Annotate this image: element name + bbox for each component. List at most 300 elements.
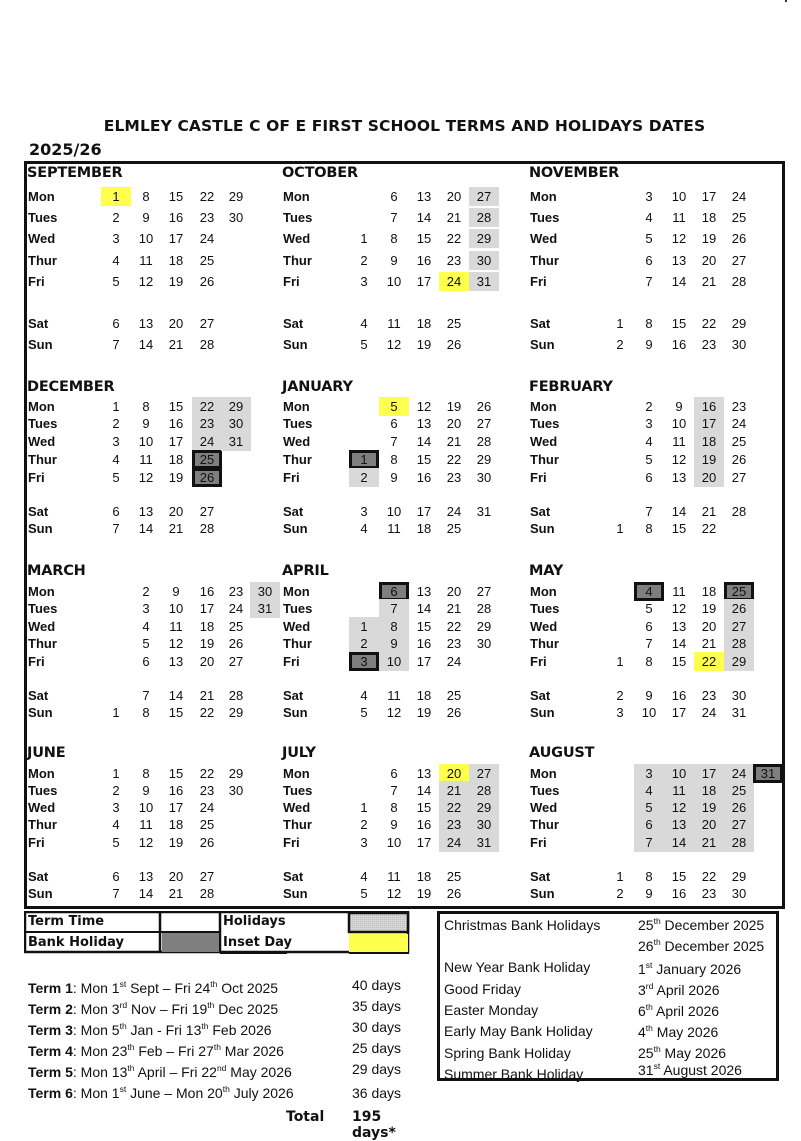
legend-holidays: Holidays [223, 914, 286, 929]
day-cell: 12 [386, 886, 402, 901]
day-cell: 28 [199, 337, 215, 352]
term-end-suffix: th [207, 1000, 215, 1010]
day-label: Mon [28, 399, 55, 414]
day-cell: 28 [228, 688, 244, 703]
month-name: OCTOBER [282, 165, 358, 181]
term-label: Term 2 [28, 1001, 73, 1017]
day-cell: 18 [199, 619, 215, 634]
day-cell-holiday: 24 [192, 432, 222, 451]
day-cell: 1 [112, 705, 120, 720]
day-label: Sun [28, 521, 53, 536]
term-end: Oct 2025 [217, 980, 279, 996]
day-cell-holiday: 29 [221, 397, 251, 416]
day-cell: 7 [112, 521, 120, 536]
day-cell-holiday: 24 [724, 764, 754, 783]
day-cell: 18 [416, 869, 432, 884]
day-cell: 27 [476, 584, 492, 599]
day-cell-holiday: 2 [349, 468, 379, 487]
bank-holiday-date-rest: August 2026 [660, 1062, 742, 1078]
day-cell: 3 [112, 800, 120, 815]
month-name: JUNE [27, 745, 66, 761]
day-label: Sat [28, 316, 49, 331]
day-cell: 5 [112, 470, 120, 485]
day-cell: 9 [142, 416, 150, 431]
day-cell: 21 [446, 601, 462, 616]
day-cell: 15 [671, 869, 687, 884]
term-colon: : [72, 1085, 81, 1101]
day-cell-holiday: 17 [694, 764, 724, 783]
day-label: Tues [28, 601, 58, 616]
day-cell: 7 [112, 337, 120, 352]
day-cell: 23 [228, 584, 244, 599]
day-cell: 23 [731, 399, 747, 414]
day-cell: 2 [645, 399, 653, 414]
day-cell: 19 [416, 886, 432, 901]
term-end-suffix: th [222, 1084, 230, 1094]
day-cell: 10 [386, 504, 402, 519]
day-cell: 14 [671, 274, 687, 289]
day-cell: 15 [671, 521, 687, 536]
day-cell-holiday: 22 [439, 798, 469, 817]
bank-holiday-date-rest: May 2026 [660, 1045, 727, 1061]
day-cell: 7 [645, 504, 653, 519]
day-cell: 18 [168, 253, 184, 268]
term-days: 29 days [352, 1061, 402, 1077]
day-cell: 6 [112, 869, 120, 884]
day-label: Sun [530, 705, 555, 720]
day-cell: 29 [476, 452, 492, 467]
day-cell: 19 [701, 601, 717, 616]
term-mid: Sept – Fri 24 [126, 980, 211, 996]
day-cell: 25 [446, 521, 462, 536]
day-cell-holiday: 28 [469, 781, 499, 800]
day-cell: 30 [731, 886, 747, 901]
day-cell: 8 [390, 231, 398, 246]
bank-holiday-date-rest: December 2025 [660, 917, 765, 933]
bank-holiday-name: Christmas Bank Holidays [444, 917, 601, 933]
term-row [28, 980, 278, 996]
day-cell-holiday: 6 [634, 815, 664, 834]
day-cell-holiday: 17 [694, 414, 724, 433]
day-cell: 28 [476, 434, 492, 449]
day-cell: 23 [446, 470, 462, 485]
day-cell: 16 [671, 337, 687, 352]
day-cell: 30 [228, 783, 244, 798]
day-cell-holiday: 11 [664, 781, 694, 800]
bank-holiday-date-rest: January 2026 [652, 961, 742, 977]
day-cell: 11 [139, 253, 153, 268]
day-label: Sun [283, 337, 308, 352]
day-cell: 13 [416, 189, 432, 204]
inset-day-swatch [349, 934, 408, 953]
day-cell: 7 [112, 886, 120, 901]
day-cell: 6 [390, 416, 398, 431]
bank-holiday-date-num: 26 [638, 938, 654, 954]
term-end: May 2026 [226, 1064, 292, 1080]
day-label: Fri [28, 835, 45, 850]
day-cell: 2 [360, 817, 368, 832]
day-label: Tues [530, 601, 560, 616]
day-label: Fri [283, 654, 300, 669]
day-label: Sun [530, 337, 555, 352]
day-label: Wed [530, 800, 558, 815]
day-cell: 19 [446, 399, 462, 414]
holidays-swatch [349, 913, 408, 932]
day-label: Sat [283, 316, 304, 331]
day-cell: 6 [645, 253, 653, 268]
day-cell: 30 [731, 337, 747, 352]
day-label: Sun [283, 886, 308, 901]
day-cell-holiday: 19 [694, 450, 724, 469]
day-label: Sat [28, 504, 49, 519]
day-cell: 23 [199, 210, 215, 225]
day-label: Mon [530, 766, 557, 781]
day-cell: 6 [112, 316, 120, 331]
day-cell: 27 [731, 253, 747, 268]
day-cell: 24 [446, 654, 462, 669]
day-cell: 19 [416, 705, 432, 720]
day-cell-holiday: 24 [439, 833, 469, 852]
day-cell-holiday: 8 [379, 617, 409, 636]
day-cell: 17 [416, 654, 432, 669]
day-cell-bank: 1 [349, 450, 379, 469]
day-cell: 9 [645, 886, 653, 901]
day-cell: 24 [701, 705, 717, 720]
day-cell: 16 [416, 817, 432, 832]
day-cell: 25 [446, 688, 462, 703]
day-cell-holiday: 30 [250, 582, 280, 601]
day-cell: 8 [390, 452, 398, 467]
day-cell-holiday: 22 [192, 397, 222, 416]
day-cell: 19 [168, 470, 184, 485]
day-cell: 21 [168, 886, 184, 901]
day-cell: 16 [168, 210, 184, 225]
day-cell-holiday: 14 [664, 833, 694, 852]
day-label: Fri [530, 470, 547, 485]
day-cell: 20 [701, 253, 717, 268]
day-cell: 26 [446, 886, 462, 901]
day-cell: 12 [416, 399, 432, 414]
term-mid: Nov – Fri 19 [127, 1001, 208, 1017]
term-start: Mon 1 [80, 1085, 120, 1101]
day-cell: 4 [360, 316, 368, 331]
day-cell: 25 [446, 869, 462, 884]
legend-bank-holiday: Bank Holiday [28, 935, 124, 950]
day-cell: 8 [645, 521, 653, 536]
day-label: Mon [283, 766, 310, 781]
day-cell: 9 [675, 399, 683, 414]
bank-holiday-date [638, 1024, 718, 1040]
term-days: 40 days [352, 977, 402, 993]
term-row [28, 1001, 278, 1017]
day-cell-holiday: 10 [664, 764, 694, 783]
day-cell: 21 [446, 434, 462, 449]
day-cell: 25 [731, 210, 747, 225]
day-cell: 26 [446, 705, 462, 720]
day-cell-holiday: 1 [349, 617, 379, 636]
day-cell: 22 [446, 619, 462, 634]
day-cell: 24 [199, 800, 215, 815]
day-label: Wed [283, 619, 311, 634]
day-cell-holiday: 27 [469, 764, 499, 783]
day-cell: 24 [731, 416, 747, 431]
legend-term-time: Term Time [28, 914, 105, 929]
day-cell: 1 [616, 316, 624, 331]
day-cell: 18 [416, 316, 432, 331]
day-cell-holiday: 31 [250, 599, 280, 618]
day-cell: 15 [168, 705, 184, 720]
day-cell: 25 [199, 817, 215, 832]
term-start-suffix: th [127, 1042, 135, 1052]
bank-holiday-date [638, 938, 764, 954]
day-cell: 10 [138, 434, 154, 449]
day-cell-holiday: 21 [439, 781, 469, 800]
day-cell-holiday: 13 [664, 815, 694, 834]
day-cell: 1 [360, 231, 368, 246]
day-cell: 26 [199, 274, 215, 289]
day-label: Sun [530, 521, 555, 536]
day-cell: 10 [671, 189, 687, 204]
day-cell: 4 [645, 210, 653, 225]
day-cell-inset: 5 [379, 397, 409, 416]
day-label: Wed [530, 434, 558, 449]
day-cell-holiday: 20 [694, 468, 724, 487]
day-cell: 18 [168, 452, 184, 467]
day-cell: 20 [168, 316, 184, 331]
day-cell: 22 [446, 231, 462, 246]
day-cell: 12 [138, 470, 154, 485]
bank-holiday-name: Summer Bank Holiday [444, 1066, 584, 1082]
day-cell: 5 [645, 231, 653, 246]
term-label: Term 6 [28, 1085, 73, 1101]
day-cell: 12 [138, 274, 154, 289]
day-cell: 9 [142, 783, 150, 798]
day-cell-holiday: 16 [694, 397, 724, 416]
day-cell: 9 [645, 688, 653, 703]
term-row [28, 1085, 294, 1101]
day-cell: 5 [645, 601, 653, 616]
day-cell: 29 [228, 705, 244, 720]
day-cell: 14 [416, 210, 432, 225]
day-cell: 12 [671, 231, 687, 246]
bank-holiday-name: Early May Bank Holiday [444, 1023, 593, 1039]
day-label: Wed [28, 619, 56, 634]
day-cell: 15 [168, 399, 184, 414]
day-cell: 22 [701, 869, 717, 884]
day-cell: 14 [416, 601, 432, 616]
day-cell: 16 [168, 416, 184, 431]
day-cell: 15 [416, 800, 432, 815]
day-cell: 2 [142, 584, 150, 599]
day-label: Thur [28, 817, 57, 832]
day-cell: 1 [616, 521, 624, 536]
day-cell: 14 [671, 636, 687, 651]
day-cell: 7 [390, 434, 398, 449]
month-name: SEPTEMBER [27, 165, 123, 181]
day-cell: 16 [416, 470, 432, 485]
day-cell: 1 [360, 800, 368, 815]
day-cell: 18 [701, 210, 717, 225]
month-name: APRIL [282, 563, 329, 579]
day-cell: 28 [731, 504, 747, 519]
day-label: Thur [530, 817, 559, 832]
day-cell: 25 [199, 253, 215, 268]
day-label: Sat [28, 688, 49, 703]
day-cell: 12 [386, 337, 402, 352]
day-cell-holiday: 27 [724, 815, 754, 834]
day-cell: 26 [446, 337, 462, 352]
day-cell-holiday: 29 [469, 798, 499, 817]
bank-holiday-date-num: 25 [638, 917, 654, 933]
day-cell: 13 [671, 470, 687, 485]
day-cell: 2 [616, 337, 624, 352]
day-cell: 4 [645, 434, 653, 449]
day-cell-bank: 4 [634, 582, 664, 601]
day-cell: 2 [616, 688, 624, 703]
day-label: Sat [530, 316, 551, 331]
day-cell: 13 [416, 766, 432, 781]
day-cell: 18 [416, 688, 432, 703]
day-label: Sat [283, 504, 304, 519]
day-cell: 9 [390, 253, 398, 268]
day-cell: 1 [112, 399, 120, 414]
bank-holiday-date-num: 25 [638, 1045, 654, 1061]
day-cell-holiday: 31 [469, 833, 499, 852]
day-cell: 13 [671, 253, 687, 268]
day-cell: 11 [139, 452, 153, 467]
day-cell-holiday: 21 [694, 833, 724, 852]
day-cell-holiday: 3 [634, 764, 664, 783]
term-start-suffix: rd [119, 1000, 128, 1010]
day-cell: 3 [112, 434, 120, 449]
day-cell: 12 [671, 452, 687, 467]
total-label: Total [286, 1109, 325, 1125]
bank-holiday-date-sup: th [653, 916, 661, 926]
day-cell: 10 [641, 705, 657, 720]
day-cell: 7 [645, 636, 653, 651]
day-label: Sun [28, 337, 53, 352]
day-cell: 29 [476, 619, 492, 634]
day-cell-bank: 25 [192, 450, 222, 469]
day-cell: 26 [731, 231, 747, 246]
bank-holiday-date-sup: th [645, 1002, 653, 1012]
day-cell: 21 [701, 636, 717, 651]
day-cell: 6 [645, 619, 653, 634]
day-cell: 17 [416, 835, 432, 850]
bank-holiday-date [638, 1003, 719, 1019]
day-cell: 17 [168, 231, 184, 246]
bank-holiday-date-num: 3 [638, 982, 646, 998]
day-cell-bank: 26 [192, 468, 222, 487]
day-cell: 8 [645, 316, 653, 331]
day-cell: 19 [416, 337, 432, 352]
day-cell: 7 [390, 783, 398, 798]
bank-holiday-name: Good Friday [444, 981, 522, 997]
day-cell: 17 [701, 189, 717, 204]
day-cell: 13 [671, 619, 687, 634]
day-cell: 30 [731, 688, 747, 703]
day-label: Wed [530, 619, 558, 634]
term-row [28, 1022, 272, 1038]
day-cell: 5 [112, 274, 120, 289]
day-cell: 17 [168, 800, 184, 815]
day-cell: 5 [360, 886, 368, 901]
day-label: Fri [283, 470, 300, 485]
term-start: Mon 1 [80, 980, 120, 996]
day-cell: 25 [446, 316, 462, 331]
bank-holiday-date-sup: st [645, 960, 653, 970]
day-cell: 6 [142, 654, 150, 669]
day-cell-holiday: 4 [634, 781, 664, 800]
day-cell: 15 [416, 231, 432, 246]
month-name: MARCH [27, 563, 86, 579]
day-label: Sat [28, 869, 49, 884]
day-cell: 12 [386, 705, 402, 720]
day-cell: 22 [446, 452, 462, 467]
day-cell: 24 [446, 504, 462, 519]
day-cell: 16 [671, 886, 687, 901]
day-cell: 18 [701, 584, 717, 599]
term-start: Mon 13 [80, 1064, 128, 1080]
term-start-suffix: th [119, 1021, 127, 1031]
bank-holiday-date-rest: April 2026 [653, 982, 720, 998]
day-label: Mon [283, 189, 310, 204]
day-cell: 29 [731, 869, 747, 884]
day-cell: 3 [645, 189, 653, 204]
day-cell-holiday: 26 [724, 798, 754, 817]
day-cell: 20 [701, 619, 717, 634]
day-label: Wed [283, 800, 311, 815]
term-label: Term 1 [28, 980, 73, 996]
term-mid: April – Fri 22 [134, 1064, 217, 1080]
day-cell: 6 [390, 189, 398, 204]
day-cell-holiday: 29 [469, 229, 499, 248]
term-end: Feb 2026 [208, 1022, 272, 1038]
day-label: Tues [28, 416, 58, 431]
day-cell: 9 [645, 337, 653, 352]
day-cell: 3 [616, 705, 624, 720]
legend-inset-day: Inset Day [223, 935, 293, 950]
bank-holiday-date [638, 917, 764, 933]
term-colon: : [72, 1001, 81, 1017]
day-cell: 10 [138, 231, 154, 246]
day-cell: 8 [142, 189, 150, 204]
day-cell: 3 [645, 416, 653, 431]
month-name: FEBRUARY [529, 379, 613, 395]
term-end-suffix: nd [216, 1063, 227, 1073]
day-label: Fri [530, 835, 547, 850]
term-days: 30 days [352, 1019, 402, 1035]
day-cell: 17 [416, 504, 432, 519]
day-cell: 12 [138, 835, 154, 850]
bank-holiday-date-sup: rd [645, 981, 654, 991]
total-days: 195 days* [352, 1109, 396, 1141]
day-cell: 10 [168, 601, 184, 616]
bank-holiday-date-num: 31 [638, 1062, 654, 1078]
day-cell: 8 [142, 705, 150, 720]
month-name: NOVEMBER [529, 165, 620, 181]
day-cell-holiday: 23 [439, 815, 469, 834]
day-cell: 15 [168, 766, 184, 781]
day-cell: 29 [228, 189, 244, 204]
day-cell: 22 [199, 189, 215, 204]
day-cell: 16 [199, 584, 215, 599]
day-label: Sun [283, 705, 308, 720]
day-cell: 20 [446, 189, 462, 204]
day-label: Thur [28, 253, 57, 268]
day-label: Sat [530, 688, 551, 703]
day-label: Wed [28, 800, 56, 815]
